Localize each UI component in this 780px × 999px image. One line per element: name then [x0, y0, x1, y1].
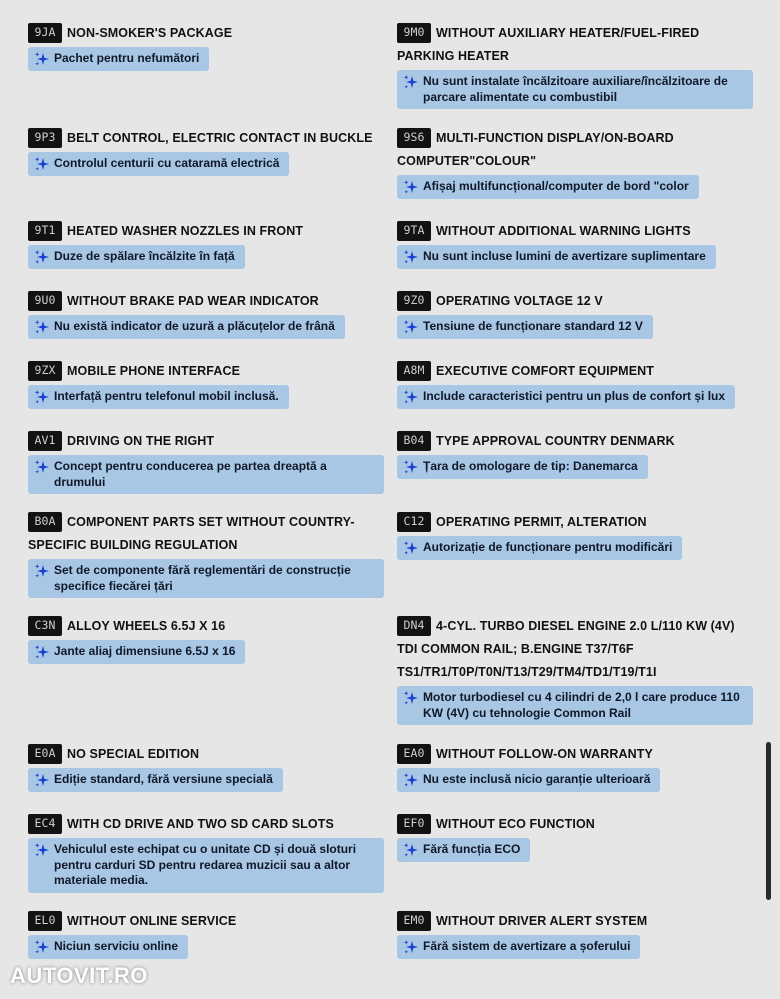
sparkles-icon: [34, 389, 50, 405]
option-item: [28, 813, 384, 893]
option-title: WITHOUT BRAKE PAD WEAR INDICATOR: [67, 294, 319, 308]
option-title: WITHOUT ADDITIONAL WARNING LIGHTS: [436, 224, 691, 238]
translation-box: [397, 315, 653, 339]
option-title: WITHOUT ECO FUNCTION: [436, 817, 595, 831]
translation-text: Vehiculul este echipat cu o unitate CD și două sloturi pentru carduri SD pentru redarea muzicii sau a altor materiale media.: [54, 842, 357, 887]
translation-box: [28, 47, 209, 71]
option-item: [28, 430, 384, 494]
option-header: [397, 813, 753, 836]
option-title: WITHOUT ONLINE SERVICE: [67, 914, 237, 928]
translation-box: [397, 768, 660, 792]
option-code: DN4: [397, 616, 431, 636]
option-header: [28, 22, 384, 45]
option-item: [28, 127, 384, 177]
sparkles-icon: [34, 249, 50, 265]
option-title: OPERATING PERMIT, ALTERATION: [436, 515, 647, 529]
translation-box: [397, 838, 530, 862]
option-title: HEATED WASHER NOZZLES IN FRONT: [67, 224, 304, 238]
option-header: [28, 813, 384, 836]
translation-text: Set de componente fără reglementări de construcție specifice fiecărei țări: [54, 563, 351, 593]
option-item: [28, 511, 384, 598]
option-code: E0A: [28, 744, 62, 764]
option-title: OPERATING VOLTAGE 12 V: [436, 294, 603, 308]
option-code: EL0: [28, 911, 62, 931]
option-item: [397, 910, 753, 960]
translation-box: [28, 935, 188, 959]
translation-text: Concept pentru conducerea pe partea dreaptă a drumului: [54, 459, 327, 489]
translation-box: [28, 315, 345, 339]
sparkles-icon: [403, 459, 419, 475]
option-item: [397, 511, 753, 561]
translation-box: [397, 70, 753, 109]
option-title: MOBILE PHONE INTERFACE: [67, 364, 241, 378]
translation-text: Motor turbodiesel cu 4 cilindri de 2,0 l care produce 110 KW (4V) cu tehnologie Common Rail: [423, 690, 740, 720]
option-item: [397, 220, 753, 270]
translation-box: [397, 536, 682, 560]
option-code: C3N: [28, 616, 62, 636]
option-header: [28, 511, 384, 557]
sparkles-icon: [403, 842, 419, 858]
option-item: [397, 127, 753, 200]
translation-text: Nu sunt incluse lumini de avertizare suplimentare: [423, 249, 706, 263]
sparkles-icon: [403, 319, 419, 335]
option-title: EXECUTIVE COMFORT EQUIPMENT: [436, 364, 654, 378]
option-code: A8M: [397, 361, 431, 381]
option-header: [28, 615, 384, 638]
option-header: [28, 430, 384, 453]
sparkles-icon: [34, 842, 50, 858]
sparkles-icon: [403, 74, 419, 90]
option-title: DRIVING ON THE RIGHT: [67, 434, 215, 448]
option-title: 4-CYL. TURBO DIESEL ENGINE 2.0 L/110 KW (4V) TDI COMMON RAIL; B.ENGINE T37/T6F TS1/TR1/T0P/T0N/T13/T29/TM4/TD1/T19/T1I: [397, 619, 735, 679]
sparkles-icon: [34, 772, 50, 788]
translation-text: Pachet pentru nefumători: [54, 51, 200, 65]
translation-box: [28, 385, 289, 409]
translation-text: Nu este inclusă nicio garanție ulterioară: [423, 772, 651, 786]
option-title: BELT CONTROL, ELECTRIC CONTACT IN BUCKLE: [67, 131, 373, 145]
option-title: WITHOUT DRIVER ALERT SYSTEM: [436, 914, 648, 928]
translation-text: Afișaj multifuncțional/computer de bord "color: [423, 179, 689, 193]
option-title: WITHOUT AUXILIARY HEATER/FUEL-FIRED PARKING HEATER: [397, 26, 700, 63]
translation-box: [397, 385, 735, 409]
translation-text: Tensiune de funcționare standard 12 V: [423, 319, 643, 333]
option-code: EC4: [28, 814, 62, 834]
option-item: [28, 360, 384, 410]
option-code: B04: [397, 431, 431, 451]
translation-text: Autorizație de funcționare pentru modificări: [423, 540, 673, 554]
translation-text: Duze de spălare încălzite în față: [54, 249, 235, 263]
option-header: [397, 743, 753, 766]
translation-text: Interfață pentru telefonul mobil inclusă.: [54, 389, 279, 403]
option-code: EF0: [397, 814, 431, 834]
translation-text: Nu sunt instalate încălzitoare auxiliare/încălzitoare de parcare alimentate cu combustibil: [423, 74, 728, 104]
translation-text: Controlul centurii cu cataramă electrică: [54, 156, 280, 170]
translation-box: [28, 455, 384, 494]
translation-text: Niciun serviciu online: [54, 939, 179, 953]
option-item: [397, 430, 753, 480]
option-code: 9U0: [28, 291, 62, 311]
sparkles-icon: [403, 939, 419, 955]
option-code: 9Z0: [397, 291, 431, 311]
option-header: [397, 511, 753, 534]
option-header: [397, 910, 753, 933]
option-code: AV1: [28, 431, 62, 451]
option-header: [397, 430, 753, 453]
option-title: TYPE APPROVAL COUNTRY DENMARK: [436, 434, 675, 448]
option-header: [28, 910, 384, 933]
translation-text: Fără funcția ECO: [423, 842, 521, 856]
sparkles-icon: [34, 563, 50, 579]
option-code: 9M0: [397, 23, 431, 43]
translation-box: [28, 768, 283, 792]
sparkles-icon: [34, 939, 50, 955]
option-header: [397, 615, 753, 684]
option-item: [28, 22, 384, 72]
translation-text: Include caracteristici pentru un plus de confort și lux: [423, 389, 726, 403]
option-title: NON-SMOKER'S PACKAGE: [67, 26, 233, 40]
option-item: [397, 615, 753, 725]
translation-box: [397, 175, 699, 199]
translation-box: [28, 152, 289, 176]
option-item: [397, 813, 753, 863]
translation-box: [28, 245, 245, 269]
translation-box: [28, 559, 384, 598]
option-header: [397, 360, 753, 383]
option-header: [397, 22, 753, 68]
option-header: [397, 220, 753, 243]
option-code: 9S6: [397, 128, 431, 148]
option-title: WITHOUT FOLLOW-ON WARRANTY: [436, 747, 653, 761]
option-title: MULTI-FUNCTION DISPLAY/ON-BOARD COMPUTER"COLOUR": [397, 131, 674, 168]
option-header: [28, 743, 384, 766]
option-code: 9ZX: [28, 361, 62, 381]
option-header: [397, 127, 753, 173]
translation-box: [397, 935, 640, 959]
sparkles-icon: [403, 772, 419, 788]
translation-box: [397, 686, 753, 725]
option-code: B0A: [28, 512, 62, 532]
translation-box: [28, 838, 384, 893]
sparkles-icon: [34, 51, 50, 67]
sparkles-icon: [34, 319, 50, 335]
option-code: 9T1: [28, 221, 62, 241]
option-code: 9JA: [28, 23, 62, 43]
option-item: [28, 910, 384, 960]
option-title: COMPONENT PARTS SET WITHOUT COUNTRY-SPECIFIC BUILDING REGULATION: [28, 515, 355, 552]
option-header: [28, 220, 384, 243]
option-code: 9P3: [28, 128, 62, 148]
option-item: [397, 22, 753, 109]
sparkles-icon: [34, 459, 50, 475]
sparkles-icon: [34, 644, 50, 660]
translation-box: [28, 640, 245, 664]
option-title: WITH CD DRIVE AND TWO SD CARD SLOTS: [67, 817, 334, 831]
translation-box: [397, 245, 716, 269]
translation-text: Ediție standard, fără versiune specială: [54, 772, 273, 786]
option-item: [28, 290, 384, 340]
translation-box: [397, 455, 648, 479]
translation-text: Jante aliaj dimensiune 6.5J x 16: [54, 644, 236, 658]
sparkles-icon: [403, 249, 419, 265]
sparkles-icon: [403, 389, 419, 405]
option-code: EA0: [397, 744, 431, 764]
watermark-logo: AUTOVIT.RO: [10, 963, 148, 988]
option-title: NO SPECIAL EDITION: [67, 747, 200, 761]
option-item: [28, 743, 384, 793]
option-item: [397, 290, 753, 340]
option-item: [28, 220, 384, 270]
sparkles-icon: [403, 690, 419, 706]
option-item: [28, 615, 384, 665]
option-code: 9TA: [397, 221, 431, 241]
option-header: [28, 127, 384, 150]
sparkles-icon: [34, 156, 50, 172]
translation-text: Fără sistem de avertizare a șoferului: [423, 939, 631, 953]
option-item: [397, 743, 753, 793]
scrollbar-thumb[interactable]: [766, 742, 771, 900]
sparkles-icon: [403, 540, 419, 556]
option-header: [28, 360, 384, 383]
option-code: C12: [397, 512, 431, 532]
sparkles-icon: [403, 179, 419, 195]
option-title: ALLOY WHEELS 6.5J X 16: [67, 619, 226, 633]
option-item: [397, 360, 753, 410]
option-header: [28, 290, 384, 313]
translation-text: Nu există indicator de uzură a plăcuțelor de frână: [54, 319, 335, 333]
option-header: [397, 290, 753, 313]
translation-text: Țara de omologare de tip: Danemarca: [423, 459, 638, 473]
option-code: EM0: [397, 911, 431, 931]
